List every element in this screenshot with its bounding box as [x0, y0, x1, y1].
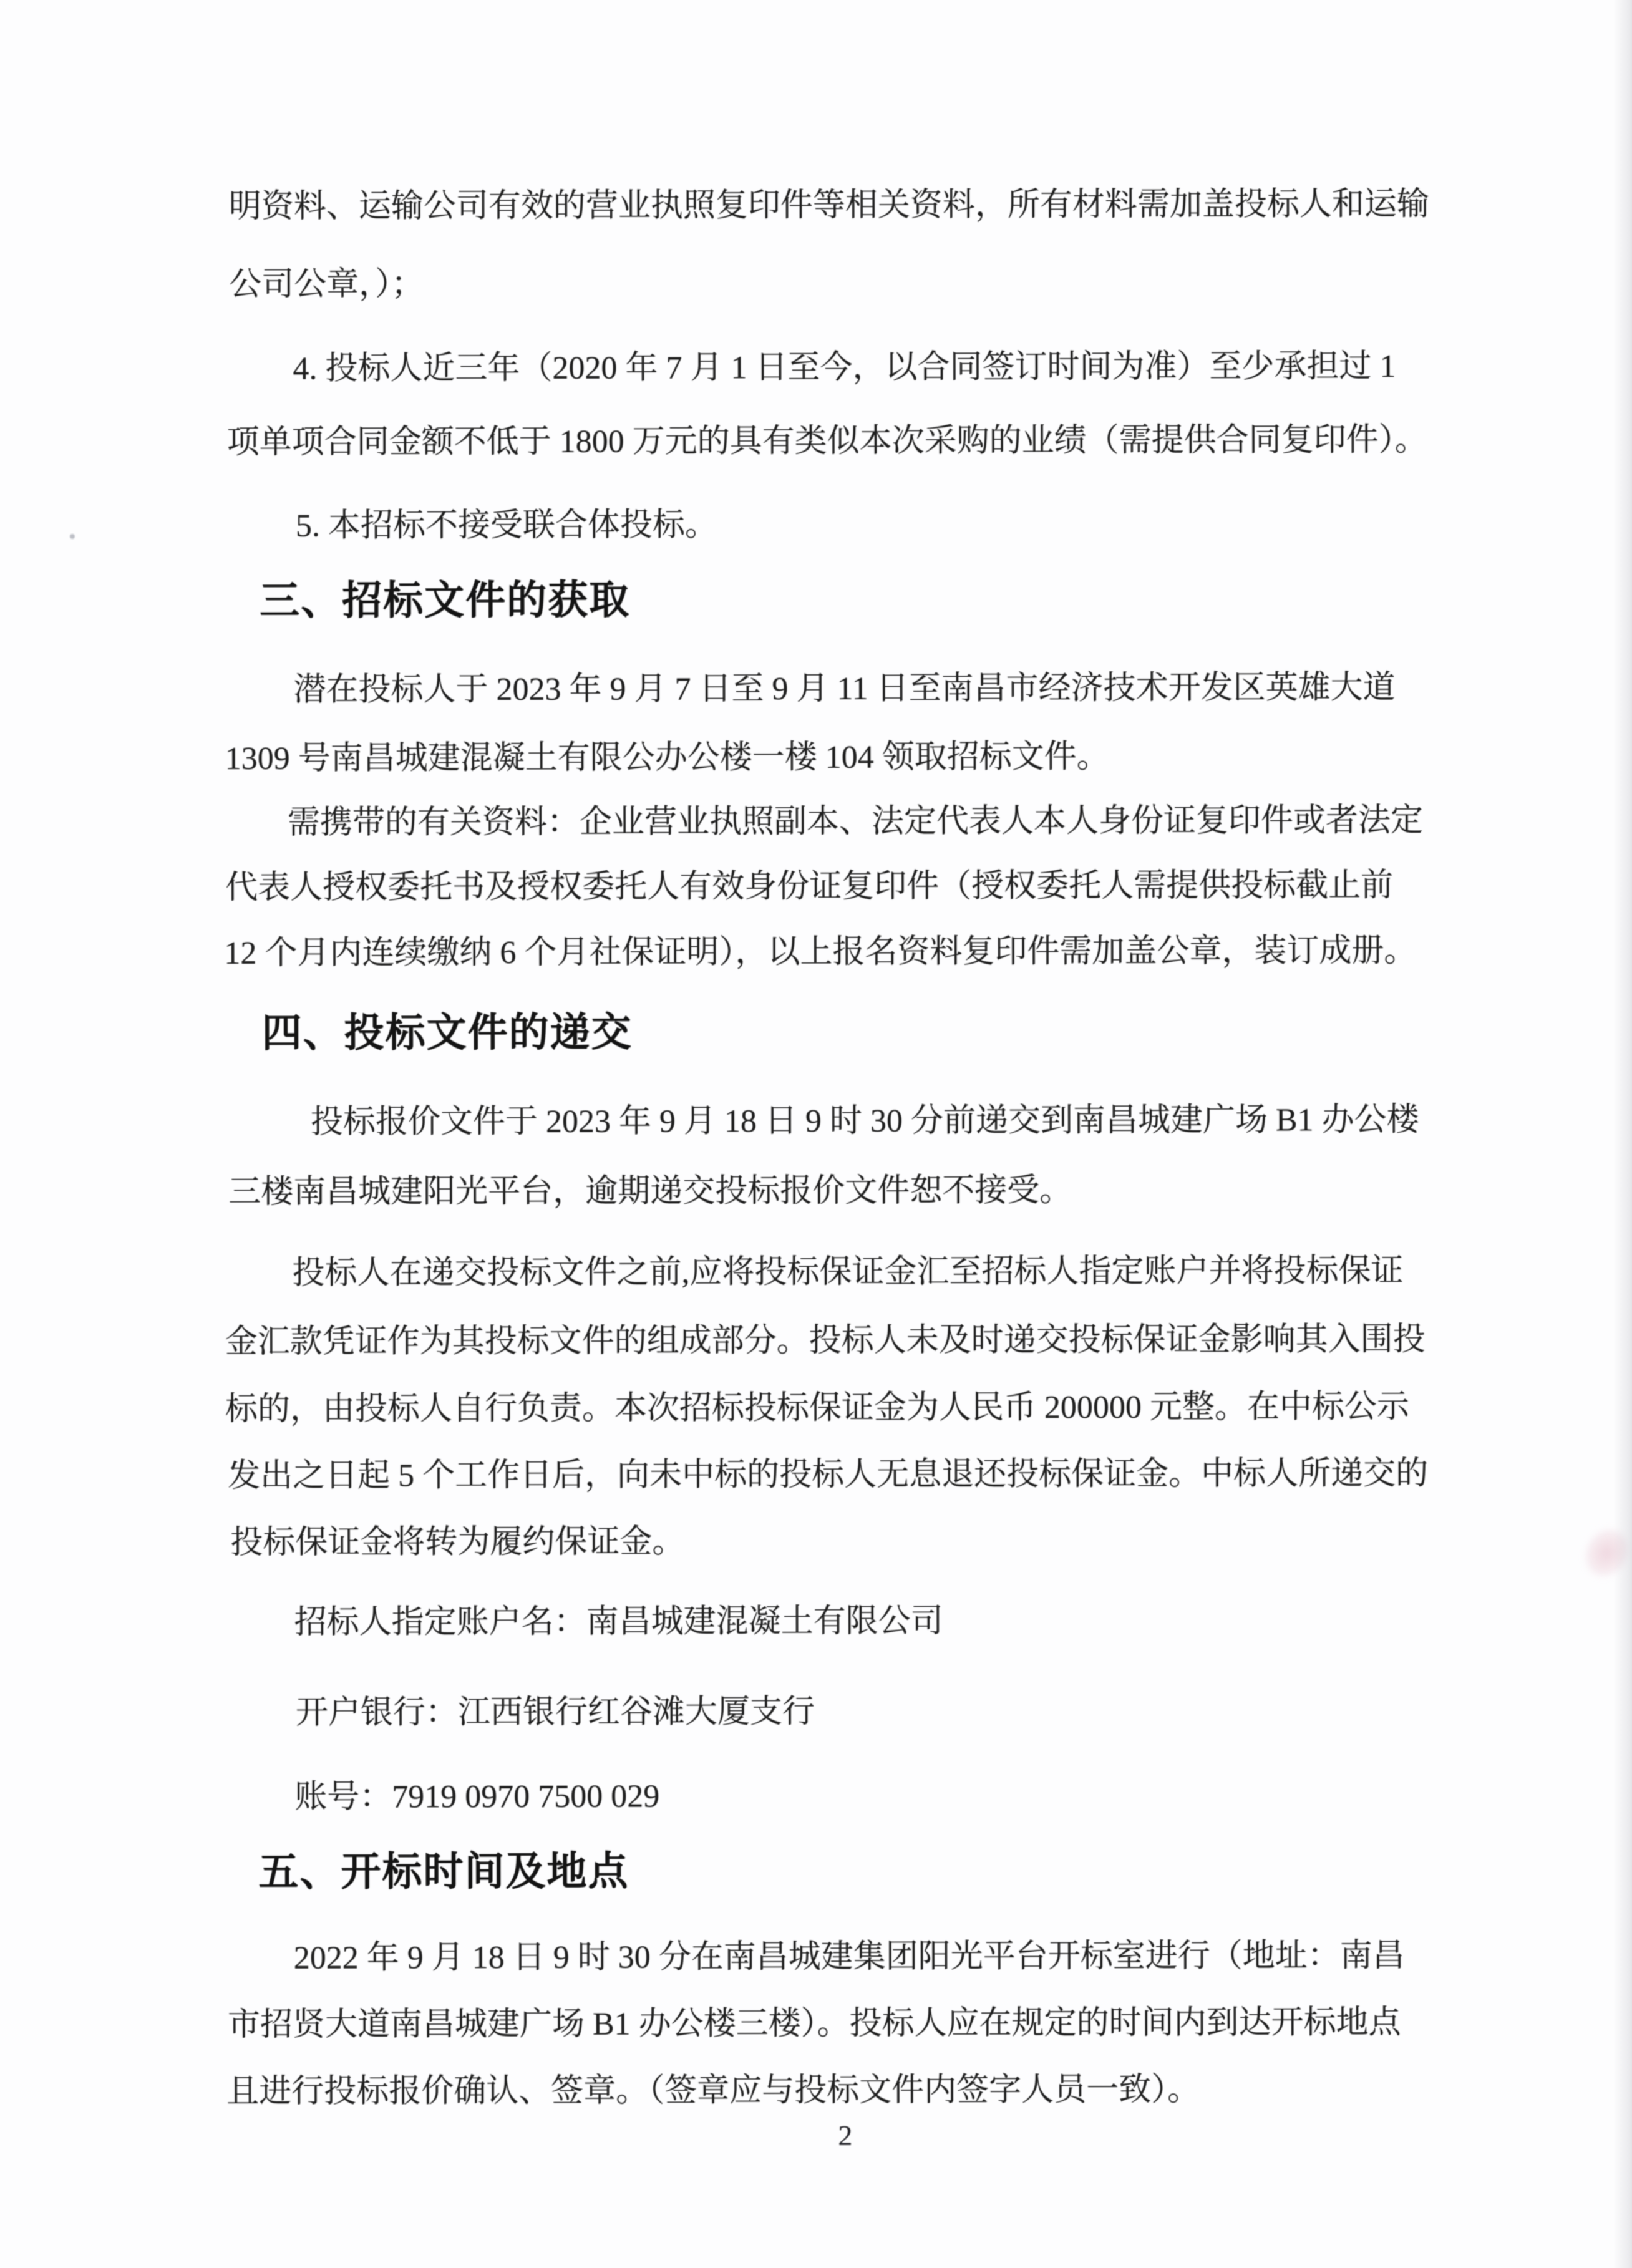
- text-line-19: 投标保证金将转为履约保证金。: [230, 1524, 685, 1561]
- text-line-14: 三楼南昌城建阳光平台，逾期递交投标报价文件恕不接受。: [228, 1173, 1072, 1210]
- account-name-line: 招标人指定账户名：南昌城建混凝土有限公司: [294, 1603, 943, 1640]
- text-line-24: 2022 年 9 月 18 日 9 时 30 分在南昌城建集团阳光平台开标室进行（地址：南昌: [293, 1938, 1405, 1976]
- text-line-26: 且进行投标报价确认、签章。（签章应与投标文件内签字人员一致）。: [226, 2072, 1200, 2110]
- text-line-8: 1309 号南昌城建混凝土有限公办公楼一楼 104 领取招标文件。: [225, 739, 1109, 777]
- text-line-1: 明资料、运输公司有效的营业执照复印件等相关资料，所有材料需加盖投标人和运输: [228, 186, 1429, 225]
- text-line-9: 需携带的有关资料：企业营业执照副本、法定代表人本人身份证复印件或者法定: [287, 802, 1424, 841]
- text-line-5: 5. 本招标不接受联合体投标。: [295, 507, 718, 544]
- bank-line: 开户银行：江西银行红谷滩大厦支行: [295, 1694, 815, 1731]
- text-line-10: 代表人授权委托书及授权委托人有效身份证复印件（授权委托人需提供投标截止前: [225, 868, 1394, 906]
- text-line-16: 金汇款凭证作为其投标文件的组成部分。投标人未及时递交投标保证金影响其入围投: [225, 1321, 1426, 1360]
- page-number: 2: [838, 2119, 853, 2151]
- text-line-3: 4. 投标人近三年（2020 年 7 月 1 日至今，以合同签订时间为准）至少承担过 1: [293, 349, 1396, 387]
- section-heading-4: 四、投标文件的递交: [261, 1009, 633, 1055]
- text-line-18: 发出之日起 5 个工作日后，向未中标的投标人无息退还投标保证金。中标人所递交的: [228, 1455, 1429, 1494]
- text-line-2: 公司公章，）；: [229, 266, 424, 303]
- text-line-25: 市招贤大道南昌城建广场 B1 办公楼三楼）。投标人应在规定的时间内到达开标地点: [227, 2005, 1401, 2043]
- text-line-7: 潜在投标人于 2023 年 9 月 7 日至 9 月 11 日至南昌市经济技术开发区英雄大道: [293, 670, 1396, 708]
- section-heading-5: 五、开标时间及地点: [258, 1848, 629, 1894]
- text-line-17: 标的，由投标人自行负责。本次招标投标保证金为人民币 200000 元整。在中标公示: [225, 1389, 1409, 1427]
- text-line-4: 项单项合同金额不低于 1800 万元的具有类似本次采购的业绩（需提供合同复印件）。: [226, 422, 1427, 460]
- account-number-line: 账号：7919 0970 7500 029: [294, 1778, 660, 1815]
- text-line-13: 投标报价文件于 2023 年 9 月 18 日 9 时 30 分前递交到南昌城建广场 B1 办公楼: [310, 1102, 1419, 1140]
- text-line-11: 12 个月内连续缴纳 6 个月社保证明），以上报名资料复印件需加盖公章，装订成册。: [224, 933, 1417, 971]
- section-heading-3: 三、招标文件的获取: [260, 577, 631, 623]
- text-line-15: 投标人在递交投标文件之前,应将投标保证金汇至招标人指定账户并将投标保证: [292, 1253, 1404, 1291]
